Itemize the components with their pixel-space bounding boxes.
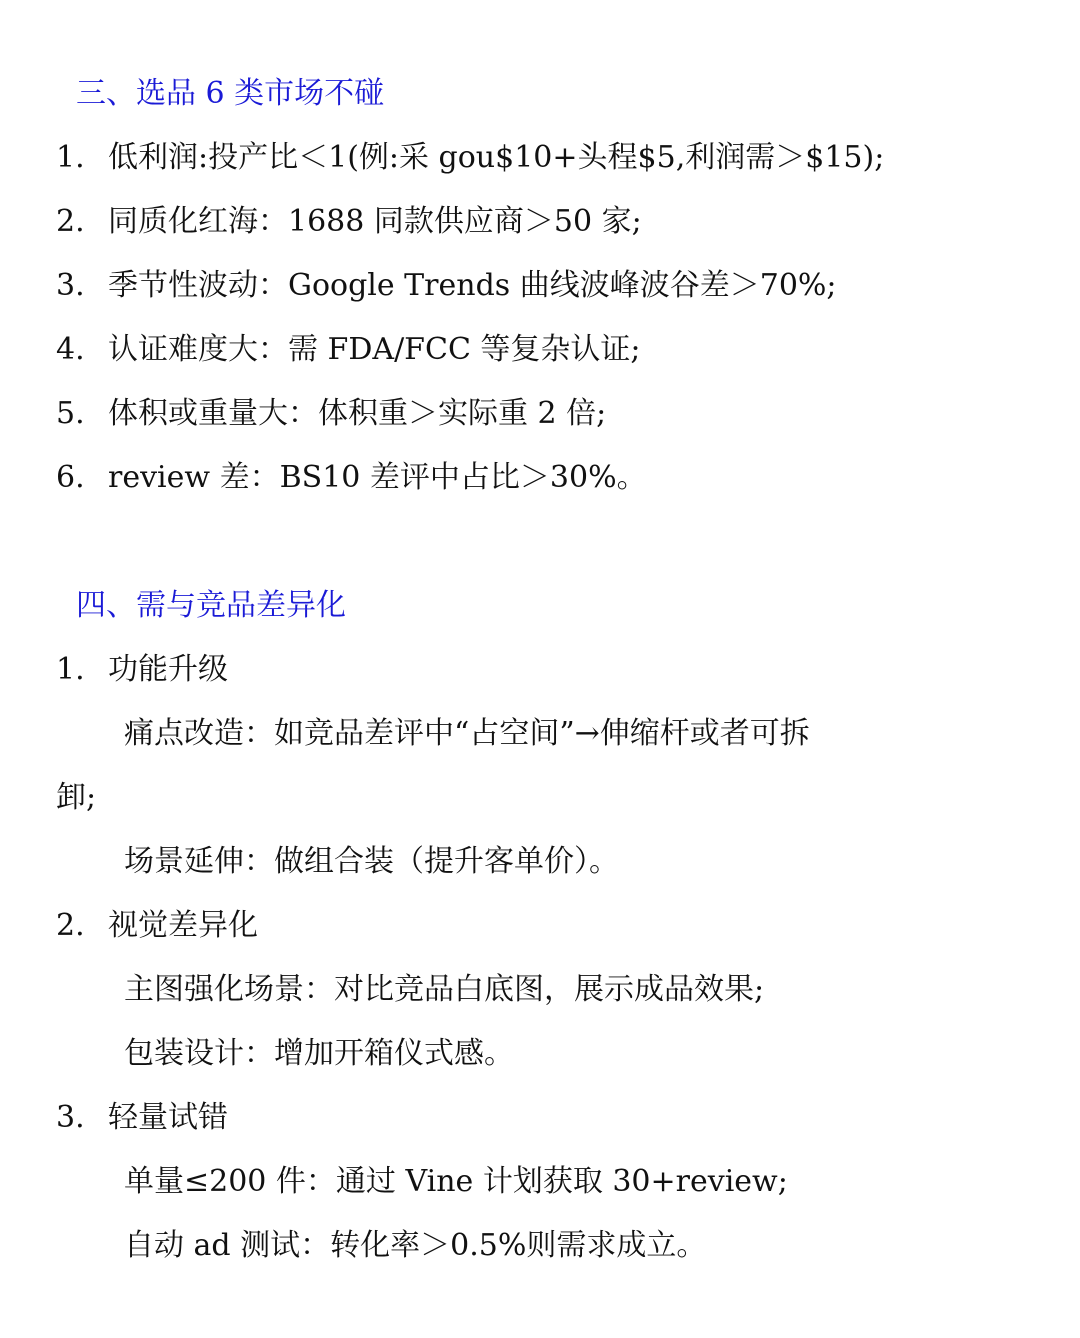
section-4-heading: 四、需与竞品差异化 (76, 588, 346, 623)
item-text: 季节性波动：Google Trends 曲线波峰波谷差＞70%; (108, 268, 837, 303)
item-text: 认证难度大：需 FDA/FCC 等复杂认证; (108, 332, 641, 367)
section-3-item-2 (56, 202, 642, 242)
group-1-line-2: 场景延伸：做组合装（提升客单价）。 (124, 844, 619, 879)
group-3-line-2: 自动 ad 测试：转化率＞0.5%则需求成立。 (124, 1228, 707, 1263)
item-number: 6. (56, 460, 85, 495)
section-3-item-4 (56, 330, 641, 370)
item-number: 3. (56, 268, 85, 303)
section-4-group-1-title (56, 650, 228, 690)
item-text: 功能升级 (108, 652, 228, 687)
item-number: 1. (56, 140, 85, 175)
item-number: 2. (56, 204, 85, 239)
section-4-group-2-title (56, 906, 258, 946)
group-1-line-1: 痛点改造：如竞品差评中“占空间”→伸缩杆或者可拆 (124, 716, 810, 751)
item-text: 体积或重量大：体积重＞实际重 2 倍; (108, 396, 607, 431)
section-3-item-3 (56, 266, 837, 306)
section-3-item-1 (56, 138, 884, 178)
section-3-item-5 (56, 394, 606, 434)
group-1-line-1-continued: 卸; (56, 780, 97, 815)
item-number: 3. (56, 1100, 85, 1135)
item-number: 5. (56, 396, 85, 431)
item-text: 同质化红海：1688 同款供应商＞50 家; (108, 204, 642, 239)
item-text: 轻量试错 (108, 1100, 228, 1135)
section-3-item-6 (56, 458, 647, 498)
item-number: 1. (56, 652, 85, 687)
item-text: review 差：BS10 差评中占比＞30%。 (108, 460, 647, 495)
item-number: 2. (56, 908, 85, 943)
item-text: 视觉差异化 (108, 908, 258, 943)
group-2-line-1: 主图强化场景：对比竞品白底图，展示成品效果; (124, 972, 765, 1007)
section-4-group-3-title (56, 1098, 228, 1138)
group-2-line-2: 包装设计：增加开箱仪式感。 (124, 1036, 514, 1071)
section-3-heading: 三、选品 6 类市场不碰 (76, 76, 385, 111)
item-number: 4. (56, 332, 85, 367)
item-text: 低利润:投产比＜1(例:采 gou$10+头程$5,利润需＞$15); (108, 140, 885, 175)
group-3-line-1: 单量≤200 件：通过 Vine 计划获取 30+review; (124, 1164, 788, 1199)
